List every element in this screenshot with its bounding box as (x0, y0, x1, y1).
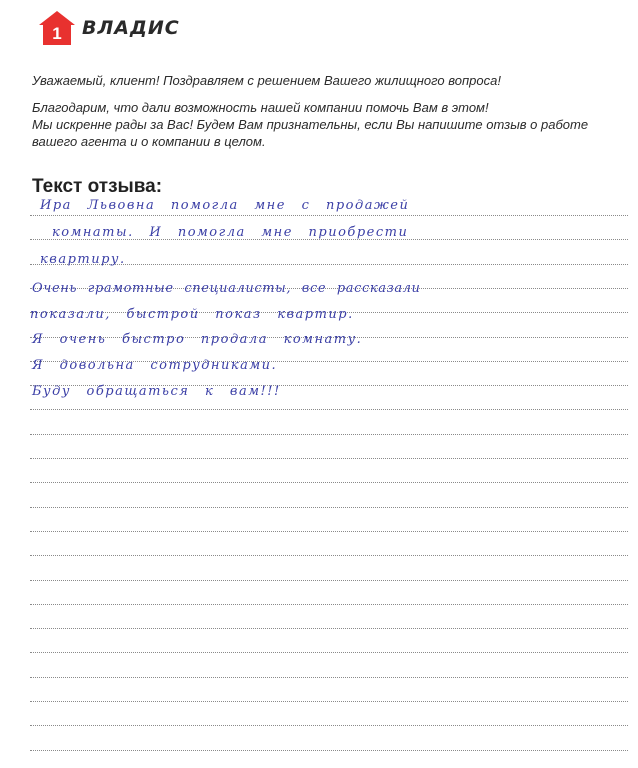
request-line-continued: вашего агента и о компании в целом. (32, 134, 266, 149)
handwritten-line: Буду обращаться к вам!!! (32, 384, 281, 399)
handwritten-line: Я очень быстро продала комнату. (32, 332, 363, 347)
handwritten-line: Ира Львовна помогла мне с продажей (40, 198, 410, 213)
review-title: Текст отзыва: (32, 176, 163, 197)
handwritten-line: комнаты. И помогла мне приобрести (52, 225, 409, 240)
handwritten-line: показали, быстрой показ квартир. (30, 307, 354, 322)
request-line: Мы искренне рады за Вас! Будем Вам признательны, если Вы напишите отзыв о работе (32, 117, 589, 132)
handwritten-line: Я довольна сотрудниками. (32, 358, 278, 373)
handwritten-line: квартиру. (40, 252, 126, 267)
handwritten-line: Очень грамотные специалисты, все рассказали (32, 281, 421, 296)
logo-digit: 1 (52, 24, 62, 43)
greeting-text: Уважаемый, клиент! Поздравляем с решением Вашего жилищного вопроса! (32, 73, 501, 88)
brand-name: ВЛАДИС (82, 17, 180, 39)
thanks-line: Благодарим, что дали возможность нашей компании помочь Вам в этом! (32, 100, 489, 115)
